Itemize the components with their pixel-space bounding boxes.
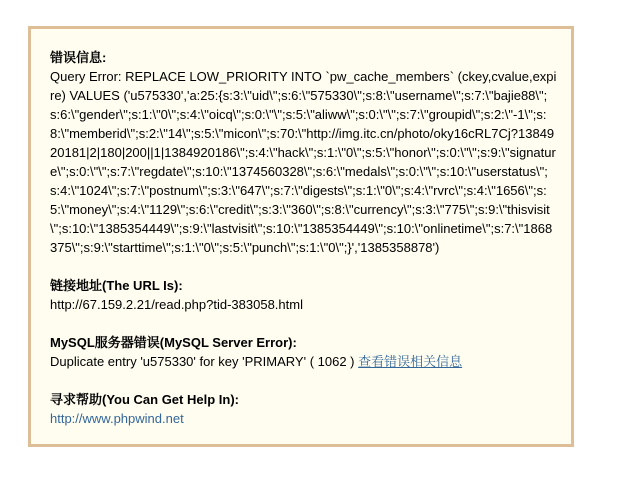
query-error-text: Query Error: REPLACE LOW_PRIORITY INTO `pw_cache_members` (ckey,cvalue,expire) VALUES ('u575330','a:25:{s:3:\"uid\";s:6:\"575330\";s:8:\"username\";s:7:\"bajie88\";s:6:\"gender\";s:1:\"0\";s:4:\"oicq\";s:0:\"\";s:5:\"aliww\";s:0:\"\";s:7:\"groupid\";s:2:\"-1\";s:8:\"memberid\";s:2:\"14\";s:5:\"micon\";s:70:\"http://img.itc.cn/photo/oky16cRL7Cj?1384920181|2|180|200||1|1384920186\";s:4:\"hack\";s:1:\"0\";s:5:\"honor\";s:0:\"\";s:9:\"signature\";s:0:\"\";s:7:\"regdate\";s:10:\"1374560328\";s:6:\"medals\";s:0:\"\";s:10:\"userstatus\";s:4:\"1024\";s:7:\"postnum\";s:3:\"647\";s:7:\"digests\";s:1:\"0\";s:4:\"rvrc\";s:4:\"1656\";s:5:\"money\";s:4:\"1129\";s:6:\"credit\";s:3:\"360\";s:8:\"currency\";s:3:\"775\";s:9:\"thisvisit\";s:10:\"1385354449\";s:9:\"lastvisit\";s:10:\"1385354449\";s:10:\"onlinetime\";s:7:\"1868375\";s:9:\"starttime\";s:1:\"0\";s:5:\"punch\";s:1:\"0\";}','1385358878') bbox=[50, 69, 557, 255]
section-mysql-error bbox=[50, 333, 557, 371]
error-info-heading: 错误信息: bbox=[50, 50, 107, 65]
error-panel bbox=[28, 26, 574, 447]
help-heading: 寻求帮助(You Can Get Help In): bbox=[50, 392, 239, 407]
mysql-error-line bbox=[50, 352, 557, 371]
phpwind-site-link[interactable]: http://www.phpwind.net bbox=[50, 411, 184, 426]
help-line bbox=[50, 409, 557, 428]
section-url bbox=[50, 276, 557, 314]
mysql-error-heading: MySQL服务器错误(MySQL Server Error): bbox=[50, 335, 297, 350]
section-error-info bbox=[50, 48, 557, 257]
view-error-info-link[interactable]: 查看错误相关信息 bbox=[358, 354, 463, 369]
url-value: http://67.159.2.21/read.php?tid-383058.html bbox=[50, 297, 303, 312]
section-help bbox=[50, 390, 557, 428]
mysql-error-message: Duplicate entry 'u575330' for key 'PRIMARY' ( 1062 ) bbox=[50, 354, 359, 369]
url-heading: 链接地址(The URL Is): bbox=[50, 278, 183, 293]
